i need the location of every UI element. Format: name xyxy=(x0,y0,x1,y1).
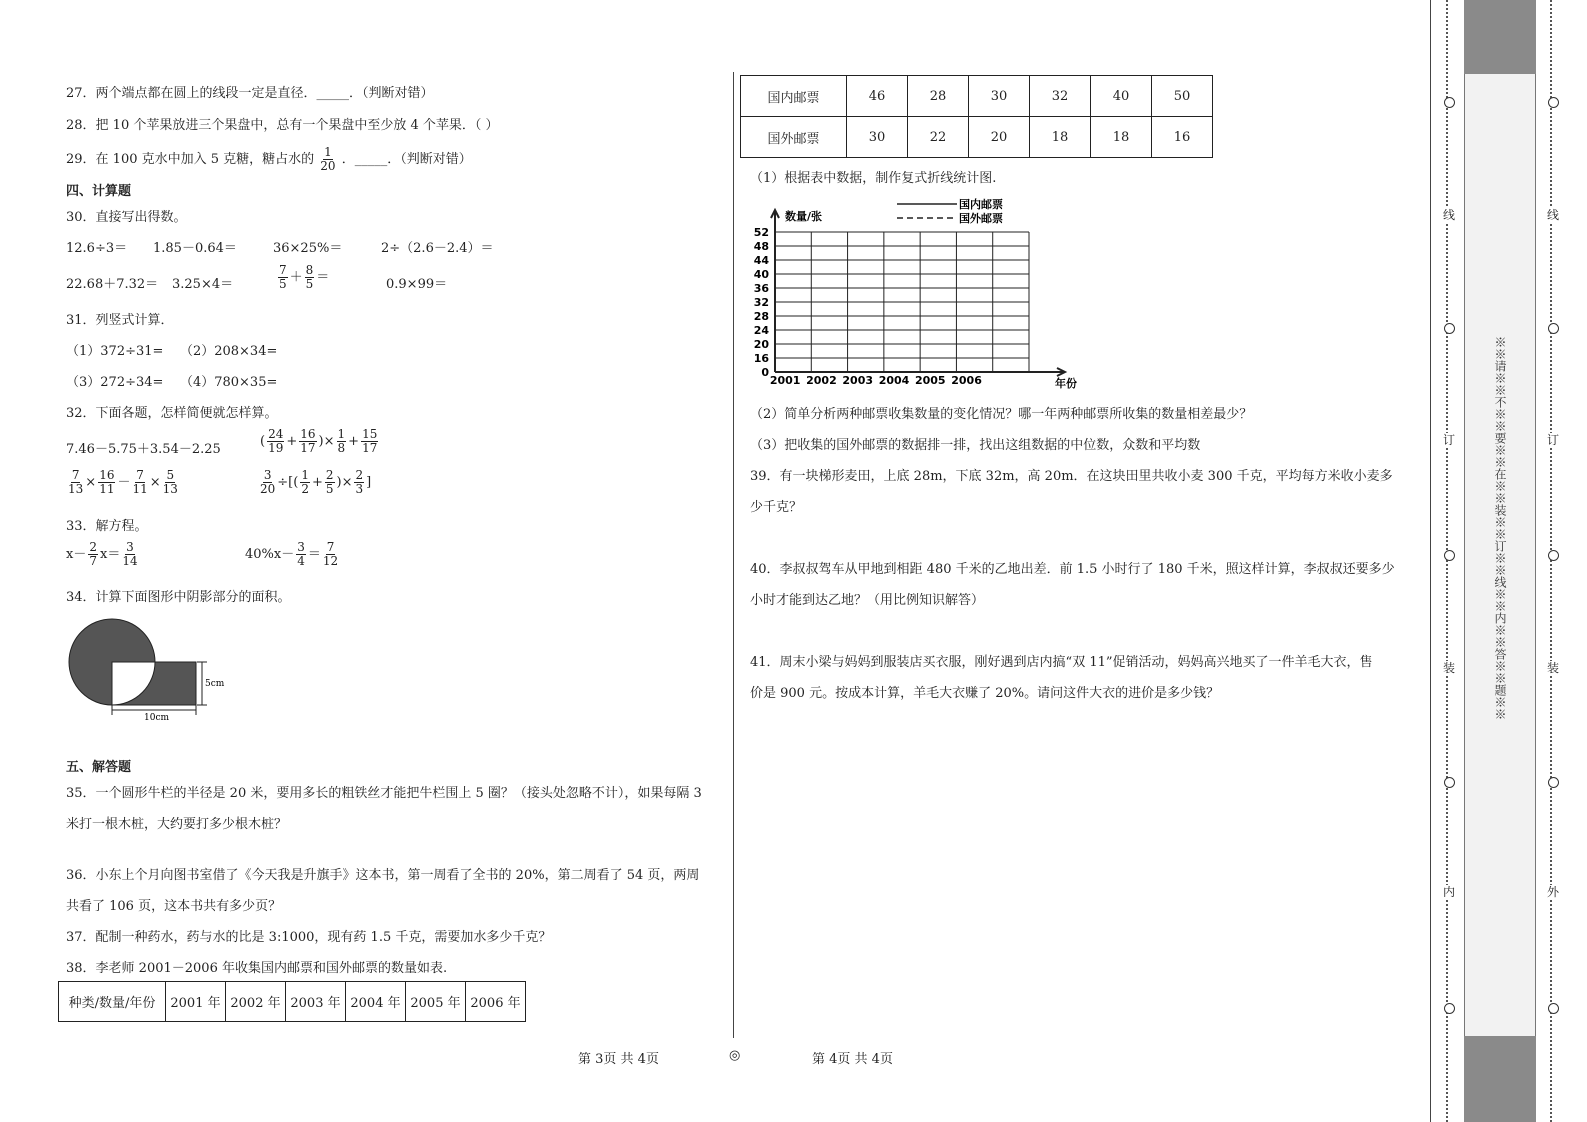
question-30: 30．直接写出得数。 xyxy=(66,210,187,225)
table-row: 国内邮票 46 28 30 32 40 50 xyxy=(741,76,1213,117)
binding-label-outer: 订 xyxy=(1547,433,1560,447)
x-tick-label: 2004 xyxy=(878,374,910,387)
binding-label-outer: 外 xyxy=(1547,885,1560,899)
page-number-left: 第 3页 共 4页 xyxy=(578,1052,659,1067)
question-38-1: （1）根据表中数据，制作复式折线统计图. xyxy=(750,171,997,186)
binding-circle-icon xyxy=(1548,550,1559,561)
question-38: 38．李老师 2001－2006 年收集国内邮票和国外邮票的数量如表. xyxy=(66,961,448,976)
question-29-suffix: ．_____．（判断对错） xyxy=(341,152,472,167)
table-row: 国外邮票 30 22 20 18 18 16 xyxy=(741,117,1213,158)
question-38-2: （2）简单分析两种邮票收集数量的变化情况？哪一年两种邮票所收集的数量相差最少？ xyxy=(750,407,1253,422)
y-tick-label: 24 xyxy=(753,324,769,337)
width-label: 10cm xyxy=(144,713,170,723)
y-tick-label: 52 xyxy=(753,226,769,239)
section-4-heading: 四、计算题 xyxy=(66,184,132,199)
question-40: 40．李叔叔驾车从甲地到相距 480 千米的乙地出差．前 1.5 小时行了 180 千米，照这样计算，李叔叔还要多少 xyxy=(750,562,1395,577)
binding-circle-icon xyxy=(1444,323,1455,334)
y-tick-label: 48 xyxy=(753,240,769,253)
question-39: 39．有一块梯形麦田，上底 28m，下底 32m，高 20m．在这块田里共收小麦 300 千克，平均每方米收小麦多 xyxy=(750,469,1393,484)
question-29-text: 29．在 100 克水中加入 5 克糖，糖占水的 xyxy=(66,152,315,167)
question-29 xyxy=(66,146,472,173)
x-tick-label: 2002 xyxy=(806,374,837,387)
binding-circle-icon xyxy=(1444,97,1455,108)
binding-line xyxy=(1430,0,1431,1122)
question-35-cont: 米打一根木桩，大约要打多少根木桩？ xyxy=(66,817,288,832)
question-41-cont: 价是 900 元。按成本计算，羊毛大衣赚了 20%。请问这件大衣的进价是多少钱？ xyxy=(750,686,1220,701)
binding-dotted-line-inner xyxy=(1446,0,1456,1122)
question-39-cont: 少千克？ xyxy=(750,500,803,515)
x-tick-label: 2005 xyxy=(914,374,946,387)
question-34: 34．计算下面图形中阴影部分的面积。 xyxy=(66,590,291,605)
binding-circle-icon xyxy=(1548,1003,1559,1014)
calc-item: 22.68＋7.32＝ xyxy=(66,277,159,292)
calc-item: 0.9×99＝ xyxy=(386,277,448,292)
y-tick-label: 32 xyxy=(753,296,769,309)
calc-item: 3.25×4＝ xyxy=(172,277,234,292)
question-27: 27．两个端点都在圆上的线段一定是直径．_____．（判断对错） xyxy=(66,86,434,101)
section-5-heading: 五、解答题 xyxy=(66,760,132,775)
binding-dark-block-top xyxy=(1464,0,1536,74)
legend-label: 国外邮票 xyxy=(959,212,1003,225)
question-33: 33．解方程。 xyxy=(66,519,148,534)
equation-item: x－ $\frac{2}{7}$ x＝ $\frac{3}{14}$ xyxy=(66,540,138,568)
question-32: 32．下面各题，怎样简便就怎样算。 xyxy=(66,406,278,421)
question-31-line1: （1）372÷31= （2）208×34= xyxy=(66,344,278,359)
binding-dark-block-bottom xyxy=(1464,1036,1536,1122)
calc-item: 2÷（2.6－2.4）＝ xyxy=(381,241,494,256)
x-axis-label: 年份 xyxy=(1055,377,1077,390)
page-number-right: 第 4页 共 4页 xyxy=(812,1052,893,1067)
binding-label-inner: 订 xyxy=(1443,433,1456,447)
legend-label: 国内邮票 xyxy=(959,198,1003,211)
question-40-cont: 小时才能到达乙地？（用比例知识解答） xyxy=(750,593,985,608)
binding-label-inner: 装 xyxy=(1443,661,1456,675)
y-tick-label: 36 xyxy=(753,282,769,295)
binding-label-outer: 装 xyxy=(1547,661,1560,675)
equation-item: 40%x－ $\frac{3}{4}$ ＝ $\frac{7}{12}$ xyxy=(245,540,339,568)
shaded-area-figure xyxy=(60,610,240,730)
y-tick-label: 0 xyxy=(761,366,769,379)
y-tick-label: 40 xyxy=(753,268,769,281)
simplify-item: $\frac{3}{20}$ ÷[( $\frac{1}{2}$ + $\frac{2}{5}$ )× $\frac{2}{3}$ ] xyxy=(260,468,372,496)
stamp-table-header: 种类/数量/年份 2001 年 2002 年 2003 年 2004 年 2005 年 2006 年 xyxy=(58,981,526,1022)
simplify-item: ( $\frac{24}{19}$ + $\frac{16}{17}$ )× $\frac{1}{8}$ + $\frac{15}{17}$ xyxy=(260,427,378,455)
binding-circle-icon xyxy=(1548,777,1559,788)
simplify-item: 7.46－5.75＋3.54－2.25 xyxy=(66,442,221,457)
fraction: $\frac{1}{20}$ xyxy=(320,145,336,173)
question-41: 41．周末小梁与妈妈到服装店买衣服，刚好遇到店内搞“双 11”促销活动，妈妈高兴地买了一件羊毛大衣，售 xyxy=(750,655,1373,670)
question-35: 35．一个圆形牛栏的半径是 20 米，要用多长的粗铁丝才能把牛栏围上 5 圈？（接头处忽略不计），如果每隔 3 xyxy=(66,786,702,801)
question-31-line2: （3）272÷34= （4）780×35= xyxy=(66,375,278,390)
y-tick-label: 44 xyxy=(753,254,769,267)
calc-item-fraction: $\frac{7}{5}$ ＋ $\frac{8}{5}$ ＝ xyxy=(279,263,330,291)
x-tick-label: 2006 xyxy=(951,374,982,387)
binding-warning: ※※请※※不※※要※※在※※装※※订※※线※※内※※答※※题※※ xyxy=(1493,336,1507,720)
question-31: 31．列竖式计算． xyxy=(66,313,174,328)
binding-label-inner: 线 xyxy=(1443,208,1456,222)
x-tick-label: 2001 xyxy=(769,374,801,387)
binding-circle-icon xyxy=(1548,97,1559,108)
calc-item: 1.85－0.64＝ xyxy=(153,241,237,256)
page-center-mark: ◎ xyxy=(729,1048,741,1063)
page-divider xyxy=(733,72,734,1038)
binding-dotted-line-outer xyxy=(1550,0,1560,1122)
question-38-3: （3）把收集的国外邮票的数据排一排，找出这组数据的中位数，众数和平均数 xyxy=(750,438,1201,453)
y-tick-label: 28 xyxy=(753,310,769,323)
binding-circle-icon xyxy=(1444,1003,1455,1014)
y-tick-label: 20 xyxy=(753,338,769,351)
x-tick-label: 2003 xyxy=(842,374,874,387)
calc-item: 12.6÷3＝ xyxy=(66,241,128,256)
question-36-cont: 共看了 106 页，这本书共有多少页？ xyxy=(66,899,282,914)
simplify-item: $\frac{7}{13}$ × $\frac{16}{11}$ － $\frac{7}{11}$ × $\frac{5}{13}$ xyxy=(68,468,178,496)
line-chart-grid xyxy=(745,192,1085,392)
calc-item: 36×25%＝ xyxy=(273,241,343,256)
question-37: 37．配制一种药水，药与水的比是 3:1000，现有药 1.5 千克，需要加水多少千克？ xyxy=(66,930,552,945)
binding-label-outer: 线 xyxy=(1547,208,1560,222)
binding-circle-icon xyxy=(1444,550,1455,561)
y-tick-label: 16 xyxy=(753,352,769,365)
binding-circle-icon xyxy=(1444,777,1455,788)
question-28: 28．把 10 个苹果放进三个果盘中，总有一个果盘中至少放 4 个苹果．（ ） xyxy=(66,118,499,133)
question-36: 36．小东上个月向图书室借了《今天我是升旗手》这本书，第一周看了全书的 20%，第二周看了 54 页，两周 xyxy=(66,868,700,883)
height-label: 5cm xyxy=(205,679,225,689)
binding-circle-icon xyxy=(1548,323,1559,334)
stamp-table-body xyxy=(740,75,1213,158)
binding-label-inner: 内 xyxy=(1443,885,1456,899)
y-axis-label: 数量/张 xyxy=(785,210,823,223)
